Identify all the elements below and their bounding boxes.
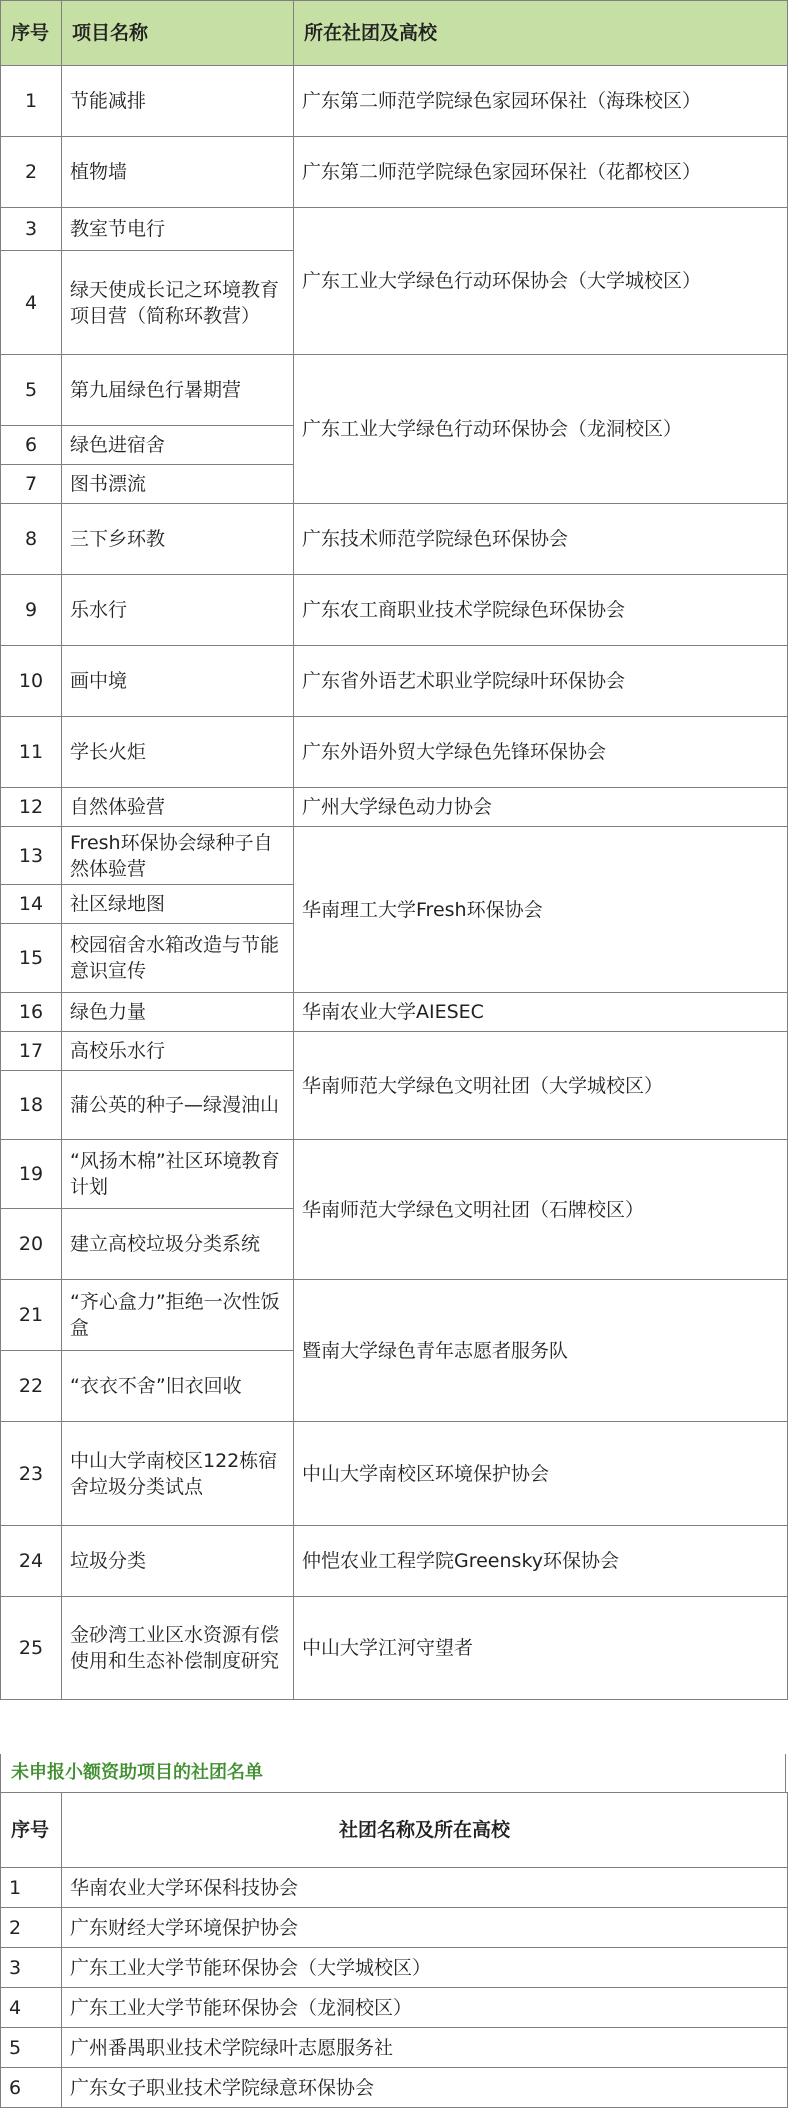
project-name: 三下乡环教 (62, 504, 294, 575)
row-num: 18 (1, 1071, 62, 1140)
club-header-name: 社团名称及所在高校 (62, 1793, 788, 1868)
club-name: 广东第二师范学院绿色家园环保社（海珠校区） (294, 66, 788, 137)
club-num: 2 (1, 1908, 62, 1948)
row-num: 1 (1, 66, 62, 137)
project-name: 第九届绿色行暑期营 (62, 355, 294, 426)
row-num: 4 (1, 251, 62, 355)
project-name: “风扬木棉”社区环境教育计划 (62, 1140, 294, 1209)
table-row (1, 646, 788, 717)
list-item (1, 2028, 788, 2068)
project-name: “齐心盒力”拒绝一次性饭盒 (62, 1280, 294, 1351)
club-name: 华南师范大学绿色文明社团（石牌校区） (294, 1140, 788, 1280)
list-item (1, 1868, 788, 1908)
club-name: 中山大学江河守望者 (294, 1597, 788, 1700)
project-name: 中山大学南校区122栋宿舍垃圾分类试点 (62, 1422, 294, 1526)
project-name: 垃圾分类 (62, 1526, 294, 1597)
club-num: 1 (1, 1868, 62, 1908)
list-item (1, 1908, 788, 1948)
row-num: 23 (1, 1422, 62, 1526)
table-row (1, 1526, 788, 1597)
table-row (1, 1280, 788, 1351)
club-name: 广东工业大学节能环保协会（龙洞校区） (62, 1988, 788, 2028)
project-name: 高校乐水行 (62, 1032, 294, 1071)
project-name: Fresh环保协会绿种子自然体验营 (62, 827, 294, 885)
table-row (1, 1597, 788, 1700)
project-name: 植物墙 (62, 137, 294, 208)
header-num: 序号 (1, 1, 62, 66)
row-num: 21 (1, 1280, 62, 1351)
table-row (1, 504, 788, 575)
row-num: 2 (1, 137, 62, 208)
club-num: 3 (1, 1948, 62, 1988)
project-table-header (1, 1, 788, 66)
club-table-header (1, 1793, 788, 1868)
row-num: 22 (1, 1351, 62, 1422)
club-name: 中山大学南校区环境保护协会 (294, 1422, 788, 1526)
row-num: 12 (1, 788, 62, 827)
table-row (1, 827, 788, 885)
club-name: 华南师范大学绿色文明社团（大学城校区） (294, 1032, 788, 1140)
project-name: 乐水行 (62, 575, 294, 646)
list-item (1, 1948, 788, 1988)
club-num: 5 (1, 2028, 62, 2068)
row-num: 9 (1, 575, 62, 646)
project-name: 学长火炬 (62, 717, 294, 788)
row-num: 16 (1, 993, 62, 1032)
section-title: 未申报小额资助项目的社团名单 (0, 1754, 786, 1792)
project-name: 绿天使成长记之环境教育项目营（简称环教营） (62, 251, 294, 355)
row-num: 8 (1, 504, 62, 575)
project-name: 绿色进宿舍 (62, 426, 294, 465)
row-num: 24 (1, 1526, 62, 1597)
project-name: 节能减排 (62, 66, 294, 137)
row-num: 13 (1, 827, 62, 885)
table-row (1, 993, 788, 1032)
club-header-num: 序号 (1, 1793, 62, 1868)
project-name: 建立高校垃圾分类系统 (62, 1209, 294, 1280)
table-row (1, 788, 788, 827)
row-num: 5 (1, 355, 62, 426)
row-num: 15 (1, 924, 62, 993)
table-row (1, 1032, 788, 1071)
club-table (0, 1792, 788, 2108)
row-num: 7 (1, 465, 62, 504)
club-name: 广东农工商职业技术学院绿色环保协会 (294, 575, 788, 646)
project-name: 校园宿舍水箱改造与节能意识宣传 (62, 924, 294, 993)
table-row (1, 137, 788, 208)
table-row (1, 717, 788, 788)
club-name: 广州大学绿色动力协会 (294, 788, 788, 827)
club-name: 广东工业大学绿色行动环保协会（龙洞校区） (294, 355, 788, 504)
row-num: 19 (1, 1140, 62, 1209)
header-project: 项目名称 (62, 1, 294, 66)
table-row (1, 1422, 788, 1526)
club-name: 广东技术师范学院绿色环保协会 (294, 504, 788, 575)
table-row (1, 575, 788, 646)
club-name: 广东工业大学绿色行动环保协会（大学城校区） (294, 208, 788, 355)
club-name: 广东外语外贸大学绿色先锋环保协会 (294, 717, 788, 788)
club-name: 华南理工大学Fresh环保协会 (294, 827, 788, 993)
club-name: 华南农业大学AIESEC (294, 993, 788, 1032)
list-item (1, 1988, 788, 2028)
club-num: 6 (1, 2068, 62, 2108)
row-num: 17 (1, 1032, 62, 1071)
row-num: 11 (1, 717, 62, 788)
project-name: 图书漂流 (62, 465, 294, 504)
row-num: 14 (1, 885, 62, 924)
table-row (1, 355, 788, 426)
row-num: 10 (1, 646, 62, 717)
project-name: 金砂湾工业区水资源有偿使用和生态补偿制度研究 (62, 1597, 294, 1700)
project-name: 社区绿地图 (62, 885, 294, 924)
row-num: 25 (1, 1597, 62, 1700)
project-name: “衣衣不舍”旧衣回收 (62, 1351, 294, 1422)
club-name: 广州番禺职业技术学院绿叶志愿服务社 (62, 2028, 788, 2068)
row-num: 6 (1, 426, 62, 465)
project-name: 绿色力量 (62, 993, 294, 1032)
row-num: 3 (1, 208, 62, 251)
table-row (1, 208, 788, 251)
club-name: 广东女子职业技术学院绿意环保协会 (62, 2068, 788, 2108)
club-name: 暨南大学绿色青年志愿者服务队 (294, 1280, 788, 1422)
list-item (1, 2068, 788, 2108)
table-row (1, 1140, 788, 1209)
project-name: 蒲公英的种子—绿漫油山 (62, 1071, 294, 1140)
club-name: 广东工业大学节能环保协会（大学城校区） (62, 1948, 788, 1988)
row-num: 20 (1, 1209, 62, 1280)
club-name: 广东第二师范学院绿色家园环保社（花都校区） (294, 137, 788, 208)
project-name: 画中境 (62, 646, 294, 717)
project-name: 自然体验营 (62, 788, 294, 827)
club-name: 仲恺农业工程学院Greensky环保协会 (294, 1526, 788, 1597)
header-club: 所在社团及高校 (294, 1, 788, 66)
project-name: 教室节电行 (62, 208, 294, 251)
table-row (1, 66, 788, 137)
club-name: 华南农业大学环保科技协会 (62, 1868, 788, 1908)
club-name: 广东财经大学环境保护协会 (62, 1908, 788, 1948)
club-num: 4 (1, 1988, 62, 2028)
club-name: 广东省外语艺术职业学院绿叶环保协会 (294, 646, 788, 717)
